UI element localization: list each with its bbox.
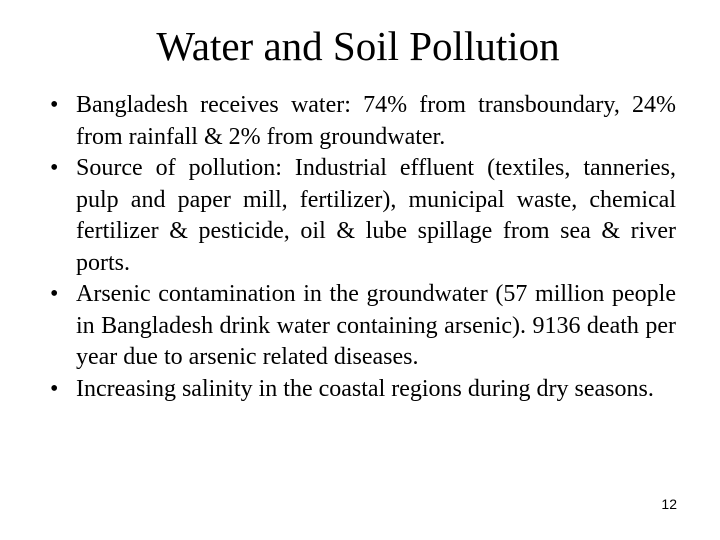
bullet-item [50, 153, 676, 279]
bullet-item [50, 279, 676, 374]
bullet-text: Source of pollution: Industrial effluent (textiles, tanneries, pulp and paper mill, fertilizer), municipal waste, chemical fertilizer & pesticide, oil & lube spillage from sea & river ports. [76, 155, 676, 276]
slide-title: Water and Soil Pollution [156, 23, 560, 69]
bullet-icon: • [50, 375, 59, 402]
page-number: 12 [661, 496, 677, 512]
bullet-text: Arsenic contamination in the groundwater (57 million people in Bangladesh drink water containing arsenic). 9136 death per year due to arsenic related diseases. [76, 281, 676, 370]
bullet-item [50, 374, 676, 406]
bullet-icon: • [50, 92, 59, 118]
bullet-icon: • [50, 155, 59, 181]
bullet-list [50, 90, 676, 405]
bullet-icon: • [50, 281, 59, 307]
bullet-text: Bangladesh receives water: 74% from transboundary, 24% from rainfall & 2% from groundwater. [76, 92, 676, 150]
bullet-text: Increasing salinity in the coastal regions during dry seasons. [76, 375, 654, 402]
bullet-item [50, 90, 676, 153]
